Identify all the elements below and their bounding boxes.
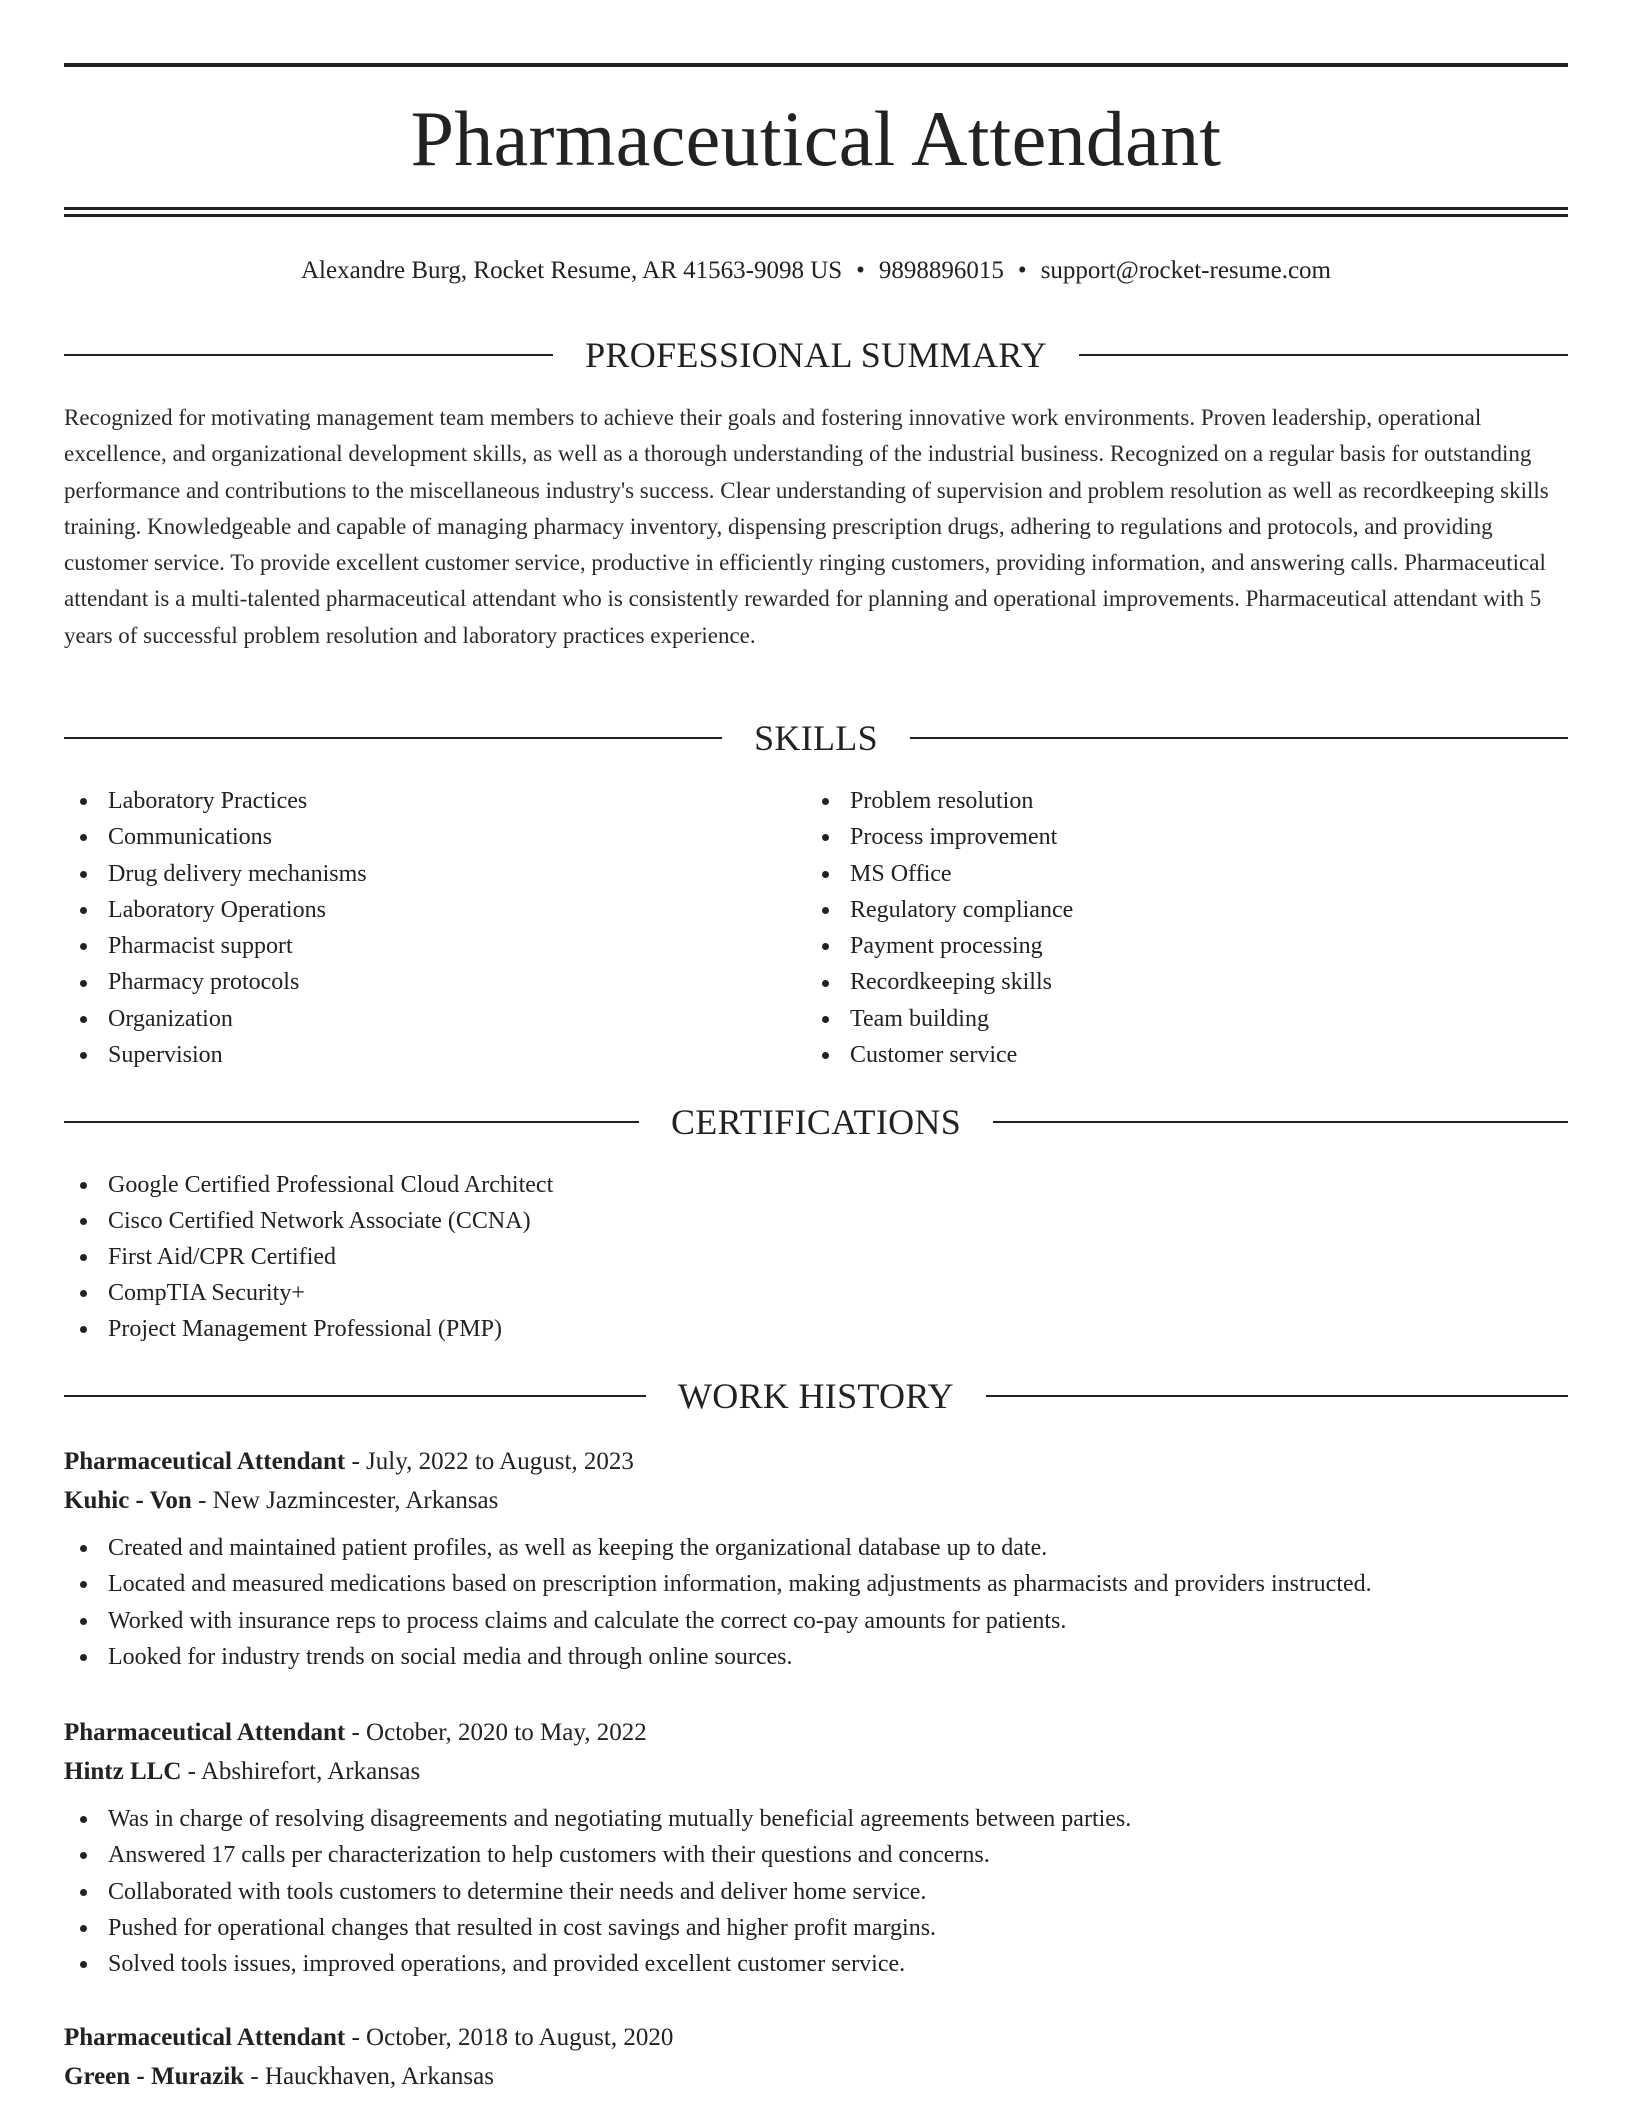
certification-item: Project Management Professional (PMP) [64, 1311, 1568, 1347]
job-bullet: Collaborated with tools customers to determine their needs and deliver home service. [64, 1874, 1568, 1910]
skills-heading: SKILLS [754, 718, 878, 758]
section-rule [64, 1395, 646, 1397]
job-bullet-list [64, 1801, 1568, 1982]
contact-email: support@rocket-resume.com [1040, 257, 1331, 284]
job-bullet: Solved tools issues, improved operations, and provided excellent customer service. [64, 1946, 1568, 1982]
job-title-line [64, 1442, 1568, 1481]
certification-item: Google Certified Professional Cloud Architect [64, 1167, 1568, 1203]
certification-item: First Aid/CPR Certified [64, 1239, 1568, 1275]
job-location: - New Jazmincester, Arkansas [191, 1487, 499, 1514]
job-bullet: Created and maintained patient profiles, as well as keeping the organizational database up to date. [64, 1530, 1568, 1566]
job-bullet: Was in charge of resolving disagreements and negotiating mutually beneficial agreements between parties. [64, 1801, 1568, 1837]
job-dates: - October, 2018 to August, 2020 [345, 2024, 674, 2051]
section-rule [1079, 354, 1568, 356]
job-title: Pharmaceutical Attendant [64, 2024, 346, 2051]
skill-item: Pharmacy protocols [64, 964, 764, 1000]
job-bullet: Located and measured medications based on prescription information, making adjustments as pharmacists and providers instructed. [64, 1566, 1568, 1602]
certification-item: CompTIA Security+ [64, 1275, 1568, 1311]
skill-item: Supervision [64, 1037, 764, 1073]
job-bullet: Pushed for operational changes that resulted in cost savings and higher profit margins. [64, 1910, 1568, 1946]
skill-item: Process improvement [806, 819, 1506, 855]
contact-separator: • [856, 257, 865, 284]
contact-line [64, 253, 1568, 289]
job-location: - Abshirefort, Arkansas [181, 1758, 421, 1785]
job-title-line [64, 1713, 1568, 1752]
job-entry [64, 1713, 1568, 1982]
certifications-list [64, 1167, 1568, 1347]
section-rule [64, 737, 722, 739]
skills-list-right [806, 783, 1506, 1073]
job-dates: - October, 2020 to May, 2022 [345, 1719, 647, 1746]
certification-item: Cisco Certified Network Associate (CCNA) [64, 1203, 1568, 1239]
summary-heading: PROFESSIONAL SUMMARY [585, 335, 1047, 375]
section-rule [993, 1121, 1568, 1123]
job-entry [64, 1442, 1568, 1675]
skill-item: Drug delivery mechanisms [64, 856, 764, 892]
skill-item: Pharmacist support [64, 928, 764, 964]
skill-item: Organization [64, 1001, 764, 1037]
skill-item: Problem resolution [806, 783, 1506, 819]
skill-item: Team building [806, 1001, 1506, 1037]
job-company: Green - Murazik [64, 2063, 245, 2090]
job-title-line [64, 2018, 1568, 2057]
contact-address: Alexandre Burg, Rocket Resume, AR 41563-9098 US [301, 257, 843, 284]
skills-section-header [64, 714, 1568, 762]
resume-title: Pharmaceutical Attendant [410, 95, 1222, 182]
job-bullet: Answered 17 calls per characterization to help customers with their questions and concerns. [64, 1837, 1568, 1873]
job-company: Kuhic - Von [64, 1487, 192, 1514]
job-bullet: Looked for industry trends on social media and through online sources. [64, 1639, 1568, 1675]
skill-item: Recordkeeping skills [806, 964, 1506, 1000]
job-dates: - July, 2022 to August, 2023 [345, 1448, 634, 1475]
skill-item: Payment processing [806, 928, 1506, 964]
skill-item: Laboratory Operations [64, 892, 764, 928]
contact-phone: 9898896015 [878, 257, 1004, 284]
section-rule [986, 1395, 1568, 1397]
title-double-rule [64, 207, 1568, 217]
summary-section-header [64, 331, 1568, 379]
contact-separator: • [1017, 257, 1027, 284]
job-company: Hintz LLC [64, 1758, 182, 1785]
job-title: Pharmaceutical Attendant [64, 1719, 346, 1746]
job-company-line [64, 2057, 1568, 2096]
job-company-line [64, 1481, 1568, 1520]
skill-item: Customer service [806, 1037, 1506, 1073]
job-location: - Hauckhaven, Arkansas [244, 2063, 494, 2090]
work-history-heading: WORK HISTORY [678, 1376, 954, 1416]
job-bullet: Worked with insurance reps to process claims and calculate the correct co-pay amounts for patients. [64, 1603, 1568, 1639]
job-company-line [64, 1752, 1568, 1791]
skill-item: Regulatory compliance [806, 892, 1506, 928]
skills-list-left [64, 783, 764, 1073]
certifications-section-header [64, 1098, 1568, 1146]
work-history-section-header [64, 1372, 1568, 1420]
section-rule [64, 354, 553, 356]
summary-text: Recognized for motivating management team members to achieve their goals and fostering innovative work environments. Proven leadership, operational excellence, and organizational development skills, as well as a thorough understanding of the industrial business. Recognized on a regular basis for outstanding performance and contributions to the miscellaneous industry's success. Clear understanding of supervision and problem resolution as well as recordkeeping skills training. Knowledgeable and capable of managing pharmacy inventory, dispensing prescription drugs, adhering to regulations and protocols, and providing customer service. To provide excellent customer service, productive in efficiently ringing customers, providing information, and answering calls. Pharmaceutical attendant is a multi-talented pharmaceutical attendant who is consistently rewarded for planning and operational improvements. Pharmaceutical attendant with 5 years of successful problem resolution and laboratory practices experience. [64, 405, 1549, 648]
certifications-heading: CERTIFICATIONS [670, 1102, 962, 1142]
job-title: Pharmaceutical Attendant [64, 1448, 346, 1475]
top-rule [64, 63, 1568, 67]
job-entry [64, 2018, 1568, 2096]
job-bullet-list [64, 1530, 1568, 1675]
section-rule [910, 737, 1568, 739]
skill-item: MS Office [806, 856, 1506, 892]
skill-item: Laboratory Practices [64, 783, 764, 819]
section-rule [64, 1121, 639, 1123]
skill-item: Communications [64, 819, 764, 855]
